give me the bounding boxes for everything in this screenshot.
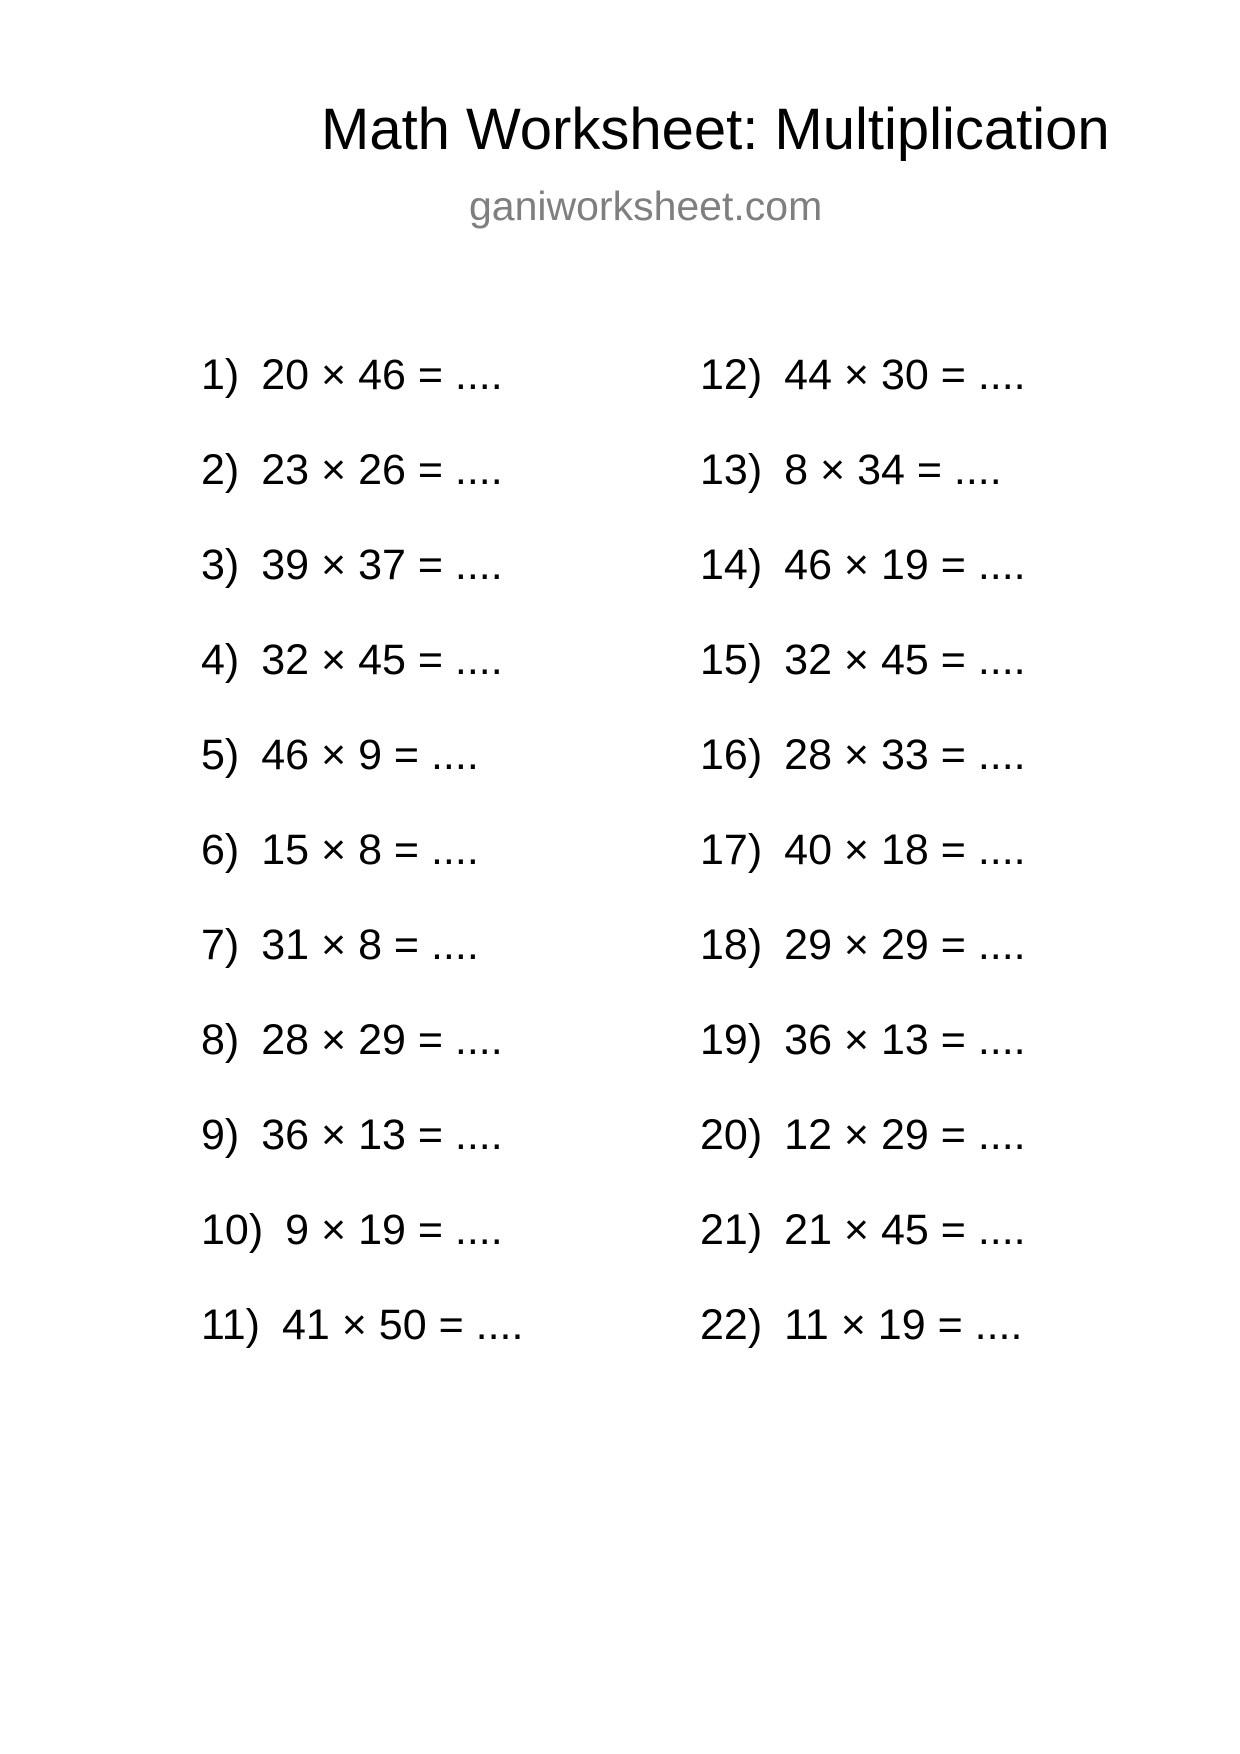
problem-item [201, 350, 523, 445]
problem-item [201, 540, 523, 635]
problem-expression: 46 × 9 = .... [261, 731, 479, 779]
problem-number: 9) [201, 1111, 240, 1159]
problem-expression: 15 × 8 = .... [261, 826, 479, 874]
problem-expression: 20 × 46 = .... [261, 351, 503, 399]
problem-expression: 46 × 19 = .... [784, 541, 1026, 589]
problem-expression: 28 × 33 = .... [784, 731, 1026, 779]
problem-expression: 36 × 13 = .... [261, 1111, 503, 1159]
problem-number: 4) [201, 636, 240, 684]
problem-expression: 32 × 45 = .... [261, 636, 503, 684]
problem-number: 13) [700, 446, 763, 494]
problem-number: 11) [201, 1301, 260, 1349]
problem-number: 12) [700, 351, 763, 399]
problem-item [201, 1205, 523, 1300]
problem-item [201, 635, 523, 730]
problem-item [700, 825, 1026, 920]
problem-expression: 39 × 37 = .... [261, 541, 503, 589]
problem-number: 20) [700, 1111, 763, 1159]
problem-number: 3) [201, 541, 240, 589]
problem-expression: 12 × 29 = .... [784, 1111, 1026, 1159]
problem-expression: 31 × 8 = .... [261, 921, 479, 969]
problem-expression: 9 × 19 = .... [285, 1206, 503, 1254]
problem-item [700, 635, 1026, 730]
problem-expression: 41 × 50 = .... [281, 1301, 524, 1349]
problem-number: 16) [700, 731, 763, 779]
problem-expression: 8 × 34 = .... [784, 446, 1002, 494]
problem-item [700, 350, 1026, 445]
problems-right-column [700, 350, 1026, 1395]
problem-number: 7) [201, 921, 240, 969]
problem-item [201, 1110, 523, 1205]
problem-expression: 32 × 45 = .... [784, 636, 1026, 684]
problems-left-column [201, 350, 523, 1395]
problem-item [201, 920, 523, 1015]
problem-expression: 36 × 13 = .... [784, 1016, 1026, 1064]
problem-number: 1) [201, 351, 240, 399]
problem-expression: 11 × 19 = .... [784, 1301, 1023, 1349]
problem-item [201, 825, 523, 920]
problem-expression: 44 × 30 = .... [784, 351, 1026, 399]
problem-item [700, 1110, 1026, 1205]
problem-number: 10) [201, 1206, 264, 1254]
problem-number: 5) [201, 731, 240, 779]
problem-expression: 23 × 26 = .... [261, 446, 503, 494]
problem-item [700, 1205, 1026, 1300]
problem-number: 8) [201, 1016, 240, 1064]
problem-item [700, 540, 1026, 635]
problem-expression: 28 × 29 = .... [261, 1016, 503, 1064]
problem-expression: 40 × 18 = .... [784, 826, 1026, 874]
problem-expression: 21 × 45 = .... [784, 1206, 1026, 1254]
problem-number: 21) [700, 1206, 763, 1254]
problem-number: 22) [700, 1301, 763, 1349]
website-subtitle: ganiworksheet.com [469, 183, 823, 229]
problem-item [700, 1300, 1026, 1395]
problem-number: 14) [700, 541, 763, 589]
problem-expression: 29 × 29 = .... [784, 921, 1026, 969]
problem-item [700, 920, 1026, 1015]
problem-item [201, 730, 523, 825]
problem-item [700, 730, 1026, 825]
problem-number: 15) [700, 636, 763, 684]
problem-number: 2) [201, 446, 240, 494]
problem-item [201, 1300, 523, 1395]
problem-item [700, 445, 1026, 540]
problem-number: 18) [700, 921, 763, 969]
problem-number: 19) [700, 1016, 763, 1064]
problem-item [700, 1015, 1026, 1110]
problem-item [201, 1015, 523, 1110]
worksheet-title: Math Worksheet: Multiplication [321, 97, 1110, 162]
problem-number: 6) [201, 826, 240, 874]
problem-number: 17) [700, 826, 763, 874]
problem-item [201, 445, 523, 540]
